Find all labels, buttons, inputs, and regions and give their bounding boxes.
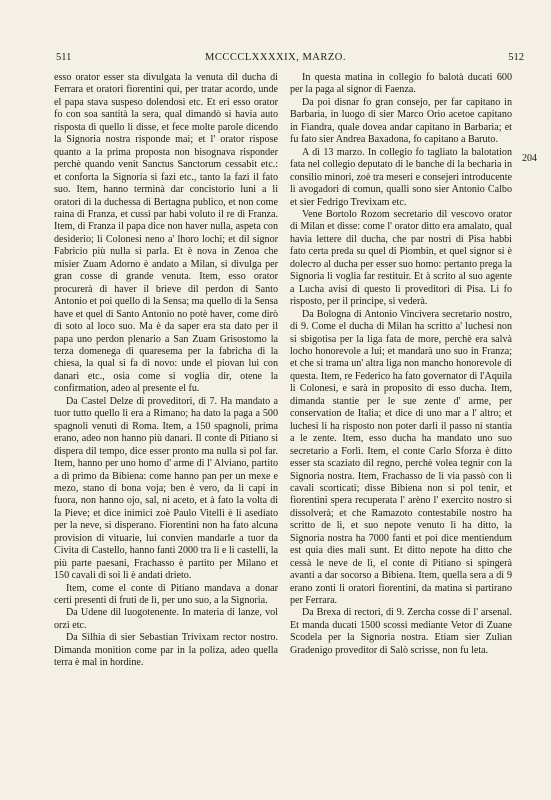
paragraph: Da Bologna di Antonio Vincivera secretario nostro, di 9. Come el ducha di Milan ha scritto a' luchesi non si sbigotisa per la liga fata de more, perchè era salvà locho honorevole a lui; et mandarà uno suo in Franza; et che si trama un' altra liga non mancho honorevole di questa. Item, re Federico ha fato governator di l'Aquila li Colonesi, e sarà in proposito di esso ducha. Item, dimanda stantie per le sue zente d' arme, per conservation de Italia; et dice di uno mar a l' altro; et luchesi li ha risposto non poter darli il passo ni stantia a le zente. Item, esso ducha ha mandato uno suo secretario a Forlì. Item, el conte Carlo Sforza è ditto esser sta scaziato dil regno, perchè volea tegnir con la Signoria nostra. Item, Frachasso de lì via passò con li cavali scorticati; disse Bibiena non si pol tenir, et fiorentini spera recuperata l' arèno l' exercito nostro si dissolverà; et che Ramazoto contestabile nostro ha scritto de lì, et suo nepote venuto lì ha ditto, la Signoria nostra ha 7000 fanti et poi dice mentiendum est quia dies mali sunt. Et ditto nepote ha ditto che cessà le neve de lì, el conte di Pitiano si spingerà avanti a dar socorso a Bibiena. Item, quella sera a dì 9 erano zonti li oratori fiorentini, da matina si partirano per Ferrara.: [290, 308, 512, 607]
paragraph: Vene Bortolo Rozom secretario dil vescovo orator di Milan et disse: come l' orator ditto era amalato, qual havia lettere dil ducha, che par nostri di Pisa habbi fato certa preda su quel di Piombin, et quel signor si è doleсто al ducha per esser suo homo: pertanto prega la Signoria li voglia far restituir. Et à scrito al suo agente a Lucha avisi di questo li proveditori di Pisa. Li fo risposto, per il principe, si vederà.: [290, 208, 512, 308]
left-column: [54, 72, 278, 670]
right-column: [290, 72, 512, 657]
page-number-left: 511: [56, 52, 72, 63]
paragraph: esso orator esser sta divulgata la venuta dil ducha di Ferrara et oratori fiorentini qui, per tratar acordo, unde el papa stava suspeso dolendosi etc. Et eri esso orator fo con soa santità la sera, qual dimandò si havia auto risposta di quello li disse, et fece molte parole dicendo la Signoria nostra risponde mai; et l' orator rispose quanto a la prima proposta non bisognava risponder perchè quando venit Sanctus Sanctorum cessabit etc.: et conforta la Signoria si fazi etc., tanto la fazi il fato suo. Item, hanno terminà dar concistorio luni a li oratori di la duchessa di Bertagna publico, et non come raina di Franza, et cussì par habi voluto il re di Franza. Item, di Franza il papa dice non haver nulla, aspeta con desiderio; li Colonesi neno a' lhoro lochi; et dil signor Fabricio più nulla si parla. Et è nova in Zenoa che misier Zuam Adorno è andato a Milan, si divulga per gran cosse di grande venuta. Item, esso orator procurerà di haver il brieve dil perdon di Santo Antonio et poi quello di la Sensa; ma quello di la Sensa have et quel di Santo Antonio no potè haver, come dirò di soto al loco suo. Ma è da saper era sta dato per il papa uno perdon plenario a San Zuam Grisostomo la terza domenega di quaresema per la fabricha di la chiesa, la qual si fa di novo: unde el piovan lui con danari etc., osia come si voglia dir, otene la confirmation, adeo al presente el fu.: [54, 72, 278, 395]
paragraph: Da Sìlhia di sier Sebastian Trivixam rector nostro. Dimanda monition come par in la poliza, adeo quella terra è mal in hordine.: [54, 632, 278, 669]
paragraph: Da Castel Delze di proveditori, di 7. Ha mandato a tuor tutto quello li era a Rimano; ha dato la paga a 500 spagnoli venuti di Roma. Item, a 150 spagnoli, prima erano, adeo non hanno più danari. Il conte di Pitiano si dispera dil tempo, dice esser pronto ma nulla si pol far. Item, hanno per uno homo d' arme di l' Alviano, partito a dì primo da Bibiena: come hanno pan per un mexe e mezo, stano di bona voja; ben è vero, da li capi in fuora, non hanno ojo, sal, ni aceto, et à fato la volta di la Pieve; et dice inimici zoè Paulo Vitelli è li asediato per la neve, si disperano. Fiorentini non ha fato alcuna provision di vituarie, lui convien mandarle a tuor da Civita di Castello, hanno fanti 2000 tra lì e li castelli, la più parte paesani, Frachasso è partito per Milano et 150 cavali di soi li è andati drieto.: [54, 395, 278, 582]
paragraph: Da poi disnar fo gran consejo, per far capitano in Barbaria, in luogo di sier Marco Orio acetoe capitano in Fiandra, quale dovea andar capitano in Barbaria; et fu fato sier Andrea Baxadona, fo capitano a Baruto.: [290, 96, 512, 146]
paragraph: In questa matina in collegio fo balotà ducati 600 per la paga al signor di Faenza.: [290, 72, 512, 96]
paragraph: Da Udene dil luogotenente. In materia di lanze, vol orzi etc.: [54, 607, 278, 631]
paragraph: Item, come el conte di Pitiano mandava a donar certi presenti di fruti de lì, per uno suo, a la Signoria.: [54, 582, 278, 607]
margin-note: 204: [522, 153, 537, 164]
running-title: MCCCCLXXXXIX, MARZO.: [205, 52, 346, 63]
paragraph: Da Brexa di rectori, di 9. Zercha cosse di l' arsenal. Et manda ducati 1500 scossi mediante Vetor di Zuane Scodela per la Signoria nostra. Etiam sier Zulian Gradenigo proveditor di Salò scrisse, non fu leta.: [290, 607, 512, 656]
paragraph: A dì 13 marzo. In collegio fo tagliato la balotation fata nel collegio deputato di le banche di la becharia in consilio minori, zoè tra meseri e consejeri introducente li avogadori di comun, qualli sono sier Antonio Calbo et sier Fedrigo Trevixam etc.: [290, 146, 512, 208]
page-header: [0, 52, 551, 66]
page-number-right: 512: [508, 52, 524, 63]
